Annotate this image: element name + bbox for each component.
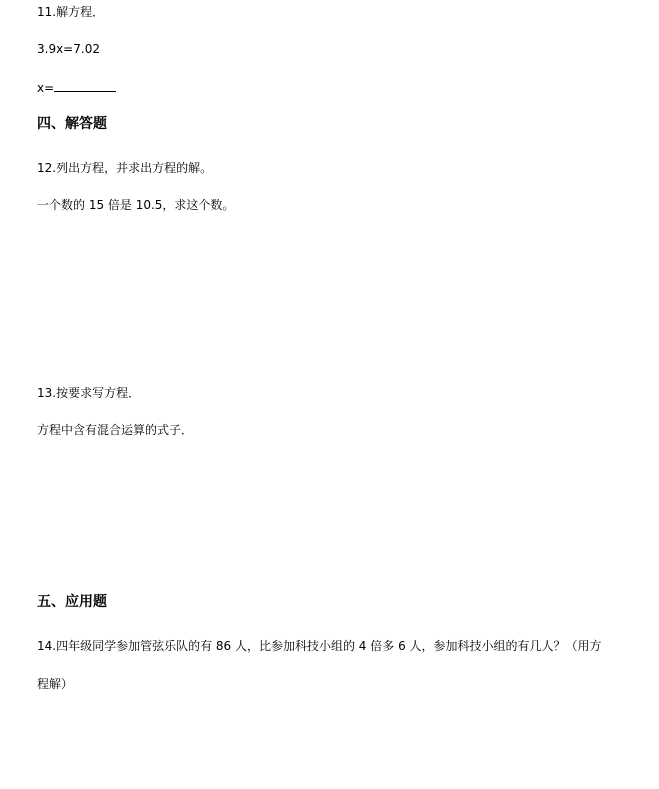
question-12-body: 一个数的 15 倍是 10.5，求这个数。	[37, 198, 235, 212]
question-14-line-1: 14.四年级同学参加管弦乐队的有 86 人，比参加科技小组的 4 倍多 6 人，参加科技小组的有几人？（用方	[37, 639, 602, 653]
answer-prefix: x=	[37, 81, 55, 95]
question-14-line-2: 程解）	[37, 677, 74, 691]
question-13-title: 13.按要求写方程．	[37, 386, 141, 400]
section-5-heading: 五、应用题	[37, 594, 107, 610]
question-11-title: 11.解方程．	[37, 5, 105, 19]
question-12-title: 12.列出方程，并求出方程的解。	[37, 161, 213, 175]
question-11-equation: 3.9x=7.02	[37, 42, 100, 56]
answer-blank[interactable]	[54, 79, 116, 92]
question-11-answer-line	[37, 79, 116, 96]
section-4-heading: 四、解答题	[37, 116, 107, 132]
question-13-body: 方程中含有混合运算的式子．	[37, 423, 194, 437]
